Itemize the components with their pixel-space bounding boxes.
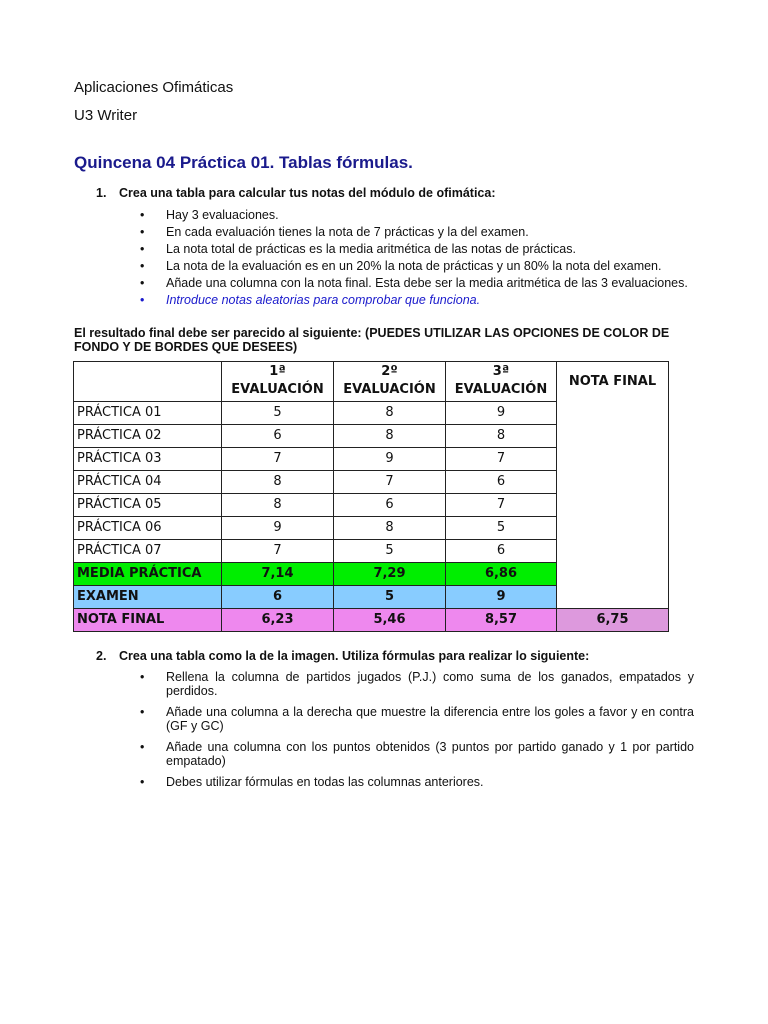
bullet-icon: •	[140, 293, 145, 307]
bullet-icon: •	[140, 225, 145, 239]
table-cell: 8	[446, 424, 557, 447]
table-cell: 9	[222, 516, 334, 539]
empty-cell	[557, 539, 669, 562]
table-row	[74, 539, 669, 562]
row-label: PRÁCTICA 07	[74, 539, 222, 562]
row-label: PRÁCTICA 01	[74, 401, 222, 424]
row-label: PRÁCTICA 03	[74, 447, 222, 470]
table-cell: 7,14	[222, 562, 334, 585]
row-label: PRÁCTICA 02	[74, 424, 222, 447]
exercise-2-number: 2.	[96, 649, 107, 663]
table-cell: 6	[334, 493, 446, 516]
exercise-1-heading	[96, 186, 495, 200]
table-cell: 9	[446, 585, 557, 608]
table-cell: 7	[334, 470, 446, 493]
table-cell: 7	[222, 447, 334, 470]
empty-cell	[557, 424, 669, 447]
table-cell: 6,86	[446, 562, 557, 585]
list-item: • La nota total de prácticas es la media aritmética de las notas de prácticas.	[140, 242, 576, 256]
exercise-2-text: Crea una tabla como la de la imagen. Utiliza fórmulas para realizar lo siguiente:	[119, 649, 590, 663]
header-final-grade: NOTA FINAL	[557, 362, 669, 402]
table-cell: 7	[446, 447, 557, 470]
table-row	[74, 516, 669, 539]
empty-cell	[557, 585, 669, 608]
header-eval-2: 2º EVALUACIÓN	[334, 362, 446, 402]
table-cell: 5	[334, 539, 446, 562]
bullet-icon: •	[140, 670, 145, 684]
table-corner-cell	[74, 362, 222, 402]
list-item: • Añade una columna con la nota final. Esta debe ser la media aritmética de las 3 evaluaciones.	[140, 276, 688, 290]
table-row	[74, 401, 669, 424]
row-label: PRÁCTICA 04	[74, 470, 222, 493]
bullet-icon: •	[140, 276, 145, 290]
table-header-row	[74, 362, 669, 402]
exercise-2-bullet-list	[140, 670, 694, 796]
final-grade-value: 6,75	[557, 608, 669, 631]
list-item: • Hay 3 evaluaciones.	[140, 208, 279, 222]
table-cell: 5,46	[334, 608, 446, 631]
table-cell: 6	[222, 424, 334, 447]
exercise-1-text: Crea una tabla para calcular tus notas del módulo de ofimática:	[119, 186, 496, 200]
bullet-icon: •	[140, 775, 145, 789]
empty-cell	[557, 562, 669, 585]
table-cell: 8,57	[446, 608, 557, 631]
table-cell: 9	[334, 447, 446, 470]
table-cell: 5	[334, 585, 446, 608]
result-instructions: El resultado final debe ser parecido al siguiente: (PUEDES UTILIZAR LAS OPCIONES DE COLOR DE FONDO Y DE BORDES QUE DESEES)	[74, 326, 670, 354]
grades-table	[73, 361, 669, 632]
table-cell: 6	[222, 585, 334, 608]
table-cell: 8	[334, 401, 446, 424]
list-item: • Añade una columna con los puntos obtenidos (3 puntos por partido ganado y 1 por partido empatado)	[140, 740, 694, 768]
table-cell: 6	[446, 470, 557, 493]
bullet-icon: •	[140, 705, 145, 719]
table-cell: 8	[334, 516, 446, 539]
unit-name: U3 Writer	[74, 107, 138, 124]
empty-cell	[557, 493, 669, 516]
row-label: EXAMEN	[74, 585, 222, 608]
table-cell: 7	[446, 493, 557, 516]
page-title: Quincena 04 Práctica 01. Tablas fórmulas.	[74, 153, 413, 172]
bullet-icon: •	[140, 259, 145, 273]
list-item: • Introduce notas aleatorias para comprobar que funciona.	[140, 293, 481, 307]
table-cell: 6	[446, 539, 557, 562]
row-label: PRÁCTICA 06	[74, 516, 222, 539]
table-cell: 6,23	[222, 608, 334, 631]
table-cell: 8	[222, 470, 334, 493]
table-row	[74, 447, 669, 470]
empty-cell	[557, 470, 669, 493]
empty-cell	[557, 516, 669, 539]
table-cell: 7,29	[334, 562, 446, 585]
table-cell: 8	[334, 424, 446, 447]
list-item: • La nota de la evaluación es en un 20% la nota de prácticas y un 80% la nota del examen.	[140, 259, 662, 273]
row-label: MEDIA PRÁCTICA	[74, 562, 222, 585]
empty-cell	[557, 447, 669, 470]
table-cell: 7	[222, 539, 334, 562]
table-row	[74, 424, 669, 447]
list-item: • Debes utilizar fórmulas en todas las columnas anteriores.	[140, 775, 484, 789]
exercise-2-heading	[96, 649, 589, 663]
table-cell: 9	[446, 401, 557, 424]
nota-final-row	[74, 608, 669, 631]
table-row	[74, 470, 669, 493]
row-label: PRÁCTICA 05	[74, 493, 222, 516]
course-name: Aplicaciones Ofimáticas	[74, 79, 234, 96]
table-cell: 5	[222, 401, 334, 424]
list-item: • Añade una columna a la derecha que muestre la diferencia entre los goles a favor y en contra (GF y GC)	[140, 705, 694, 733]
row-label: NOTA FINAL	[74, 608, 222, 631]
bullet-icon: •	[140, 242, 145, 256]
table-cell: 8	[222, 493, 334, 516]
exercise-1-number: 1.	[96, 186, 107, 200]
empty-cell	[557, 401, 669, 424]
bullet-icon: •	[140, 740, 145, 754]
header-eval-3: 3ª EVALUACIÓN	[446, 362, 557, 402]
media-practica-row	[74, 562, 669, 585]
table-row	[74, 493, 669, 516]
list-item: • En cada evaluación tienes la nota de 7 prácticas y la del examen.	[140, 225, 529, 239]
table-cell: 5	[446, 516, 557, 539]
bullet-icon: •	[140, 208, 145, 222]
exercise-1-bullet-list	[140, 208, 694, 310]
list-item: • Rellena la columna de partidos jugados (P.J.) como suma de los ganados, empatados y perdidos.	[140, 670, 694, 698]
examen-row	[74, 585, 669, 608]
header-eval-1: 1ª EVALUACIÓN	[222, 362, 334, 402]
